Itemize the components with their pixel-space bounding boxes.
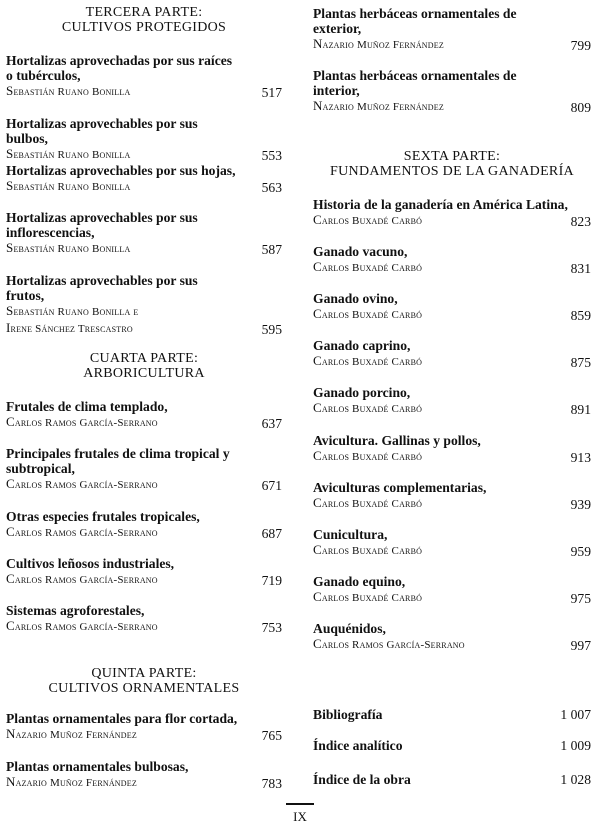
toc-entry[interactable] (313, 621, 591, 653)
entry-author: Carlos Ramos García-Serrano (313, 636, 465, 651)
entry-page: 517 (261, 85, 282, 100)
entry-page: 1 028 (560, 772, 591, 787)
entry-title: Ganado porcino, (313, 385, 411, 400)
entry-author: Sebastián Ruano Bonilla (6, 83, 131, 98)
entry-author: Nazario Muñoz Fernández (6, 726, 137, 741)
entry-title: Ganado equino, (313, 574, 406, 589)
entry-author: Sebastián Ruano Bonilla e (6, 303, 139, 318)
entry-title: Índice analítico (313, 738, 403, 753)
toc-entry[interactable] (313, 480, 591, 512)
entry-title: Aviculturas complementarias, (313, 480, 487, 495)
entry-title: Cultivos leñosos industriales, (6, 556, 175, 571)
entry-title: Ganado ovino, (313, 291, 398, 306)
entry-title: Cunicultura, (313, 527, 388, 542)
toc-entry[interactable] (6, 711, 282, 743)
entry-page: 939 (570, 497, 591, 512)
entry-page: 687 (261, 526, 282, 541)
entry-page: 831 (570, 261, 591, 276)
folio-rule (286, 803, 314, 805)
entry-page: 719 (261, 573, 282, 588)
entry-title: Sistemas agroforestales, (6, 603, 145, 618)
entry-author: Carlos Ramos García-Serrano (6, 414, 158, 429)
entry-title: Hortalizas aprovechables por sus hojas, (6, 163, 236, 178)
page-number: IX (293, 809, 307, 824)
entry-title: Principales frutales de clima tropical y subtropical, (6, 446, 230, 476)
toc-entry-indice-obra[interactable] (313, 772, 591, 787)
toc-entry[interactable] (313, 433, 591, 465)
part-heading-sexta (313, 149, 591, 179)
entry-author: Sebastián Ruano Bonilla (6, 240, 131, 255)
entry-title: Avicultura. Gallinas y pollos, (313, 433, 481, 448)
entry-page: 595 (261, 322, 282, 337)
entry-title: Plantas herbáceas ornamentales de exterior, (313, 6, 517, 36)
toc-entry-indice-analitico[interactable] (313, 738, 591, 753)
entry-author: Carlos Buxadé Carbó (313, 400, 423, 415)
part-heading-tercera (6, 5, 282, 35)
entry-page: 823 (570, 214, 591, 229)
toc-entry[interactable] (6, 399, 282, 431)
entry-page: 875 (570, 355, 591, 370)
entry-title: Bibliografía (313, 707, 383, 722)
toc-entry-bibliografia[interactable] (313, 707, 591, 722)
entry-title: Hortalizas aprovechadas por sus raíces o tubérculos, (6, 53, 233, 83)
entry-author: Carlos Buxadé Carbó (313, 306, 423, 321)
toc-entry[interactable] (6, 759, 282, 791)
toc-entry[interactable] (6, 273, 282, 337)
part-label: QUINTA PARTE: (91, 666, 197, 681)
entry-title: Auquénidos, (313, 621, 386, 636)
entry-author: Nazario Muñoz Fernández (313, 36, 444, 51)
entry-title: Índice de la obra (313, 772, 411, 787)
toc-entry[interactable] (6, 53, 282, 100)
toc-entry[interactable] (313, 574, 591, 606)
entry-title: Hortalizas aprovechables por sus inflorescencias, (6, 210, 198, 240)
entry-title: Plantas ornamentales para flor cortada, (6, 711, 238, 726)
part-title: CULTIVOS ORNAMENTALES (48, 681, 240, 696)
entry-author: Carlos Buxadé Carbó (313, 259, 423, 274)
toc-entry[interactable] (6, 556, 282, 588)
part-title: CULTIVOS PROTEGIDOS (61, 20, 227, 35)
entry-page: 563 (261, 180, 282, 195)
entry-author: Carlos Ramos García-Serrano (6, 476, 158, 491)
toc-entry[interactable] (6, 509, 282, 541)
entry-page: 553 (261, 148, 282, 163)
entry-page: 959 (570, 544, 591, 559)
entry-author: Carlos Buxadé Carbó (313, 589, 423, 604)
entry-page: 859 (570, 308, 591, 323)
entry-title: Otras especies frutales tropicales, (6, 509, 200, 524)
entry-title: Plantas ornamentales bulbosas, (6, 759, 189, 774)
entry-author: Sebastián Ruano Bonilla (6, 146, 131, 161)
entry-page: 637 (261, 416, 282, 431)
entry-author: Carlos Buxadé Carbó (313, 353, 423, 368)
toc-entry[interactable] (6, 210, 282, 257)
entry-page: 1 007 (560, 707, 591, 722)
entry-title: Ganado caprino, (313, 338, 411, 353)
toc-entry[interactable] (313, 197, 591, 229)
toc-entry[interactable] (313, 244, 591, 276)
entry-page: 997 (570, 638, 591, 653)
entry-author: Nazario Muñoz Fernández (313, 98, 444, 113)
part-heading-quinta (6, 666, 282, 696)
part-heading-cuarta (6, 351, 282, 381)
toc-entry[interactable] (313, 6, 591, 53)
toc-entry[interactable] (313, 68, 591, 115)
toc-entry[interactable] (313, 338, 591, 370)
entry-author: Carlos Buxadé Carbó (313, 542, 423, 557)
entry-page: 809 (570, 100, 591, 115)
entry-author: Nazario Muñoz Fernández (6, 774, 137, 789)
entry-page: 587 (261, 242, 282, 257)
toc-entry[interactable] (313, 527, 591, 559)
part-title: ARBORICULTURA (83, 366, 205, 381)
part-title: FUNDAMENTOS DE LA GANADERÍA (330, 164, 574, 179)
entry-author: Irene Sánchez Trescastro (6, 320, 133, 335)
entry-page: 765 (261, 728, 282, 743)
entry-author: Sebastián Ruano Bonilla (6, 178, 131, 193)
entry-page: 783 (261, 776, 282, 791)
toc-entry[interactable] (313, 385, 591, 417)
part-label: SEXTA PARTE: (403, 149, 501, 164)
entry-page: 975 (570, 591, 591, 606)
entry-title: Frutales de clima templado, (6, 399, 168, 414)
entry-title: Hortalizas aprovechables por sus frutos, (6, 273, 198, 303)
entry-page: 671 (261, 478, 282, 493)
entry-page: 913 (570, 450, 591, 465)
entry-page: 753 (261, 620, 282, 635)
entry-title: Plantas herbáceas ornamentales de interior, (313, 68, 517, 98)
entry-author: Carlos Buxadé Carbó (313, 212, 423, 227)
toc-entry[interactable] (6, 446, 282, 493)
entry-author: Carlos Ramos García-Serrano (6, 524, 158, 539)
part-label: CUARTA PARTE: (89, 351, 199, 366)
toc-entry[interactable] (6, 603, 282, 635)
toc-entry[interactable] (313, 291, 591, 323)
entry-title: Historia de la ganadería en América Latina, (313, 197, 568, 212)
entry-page: 799 (570, 38, 591, 53)
toc-entry[interactable] (6, 116, 282, 163)
toc-entry[interactable] (6, 163, 282, 195)
entry-page: 891 (570, 402, 591, 417)
entry-title: Ganado vacuno, (313, 244, 408, 259)
entry-author: Carlos Ramos García-Serrano (6, 618, 158, 633)
entry-title: Hortalizas aprovechables por sus bulbos, (6, 116, 198, 146)
entry-page: 1 009 (560, 738, 591, 753)
part-label: TERCERA PARTE: (85, 5, 203, 20)
entry-author: Carlos Ramos García-Serrano (6, 571, 158, 586)
entry-author: Carlos Buxadé Carbó (313, 495, 423, 510)
entry-author: Carlos Buxadé Carbó (313, 448, 423, 463)
